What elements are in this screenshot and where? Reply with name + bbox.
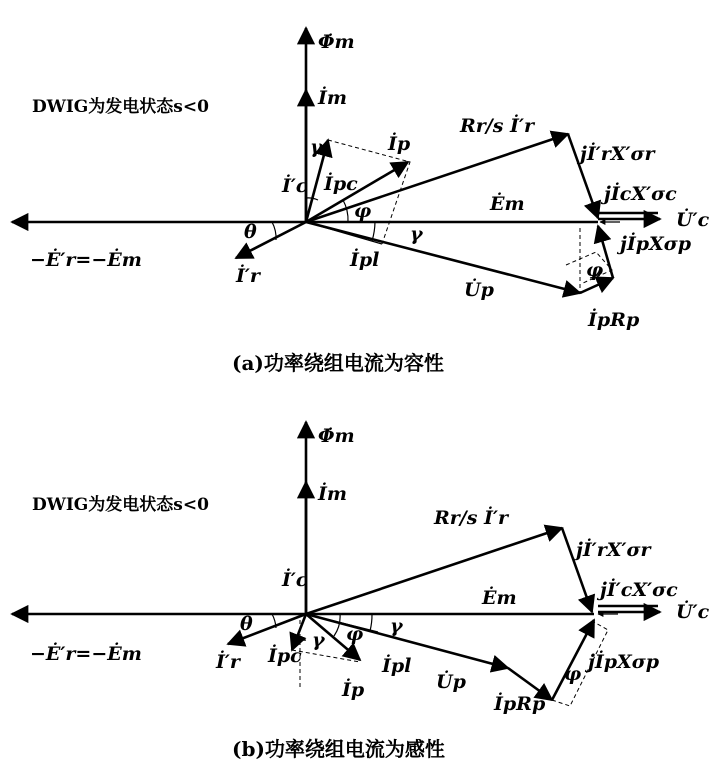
caption-b: (b)功率绕组电流为感性 bbox=[232, 737, 445, 761]
rs-ir-arrow-b bbox=[306, 528, 562, 614]
ipc-label-b: İpc bbox=[268, 645, 302, 667]
phi-arc-b bbox=[334, 614, 340, 636]
theta-label: θ bbox=[244, 221, 257, 243]
gamma-low-label-b: γ bbox=[312, 629, 325, 651]
gamma-top-label: γ bbox=[310, 136, 323, 158]
ipl-label-b: İpl bbox=[382, 655, 412, 677]
iprp-label-b: İpRp bbox=[494, 693, 546, 715]
ic-label-b: İ′c bbox=[282, 569, 308, 591]
phi-small-label-b: φ bbox=[564, 663, 582, 685]
ipc-label: İpc bbox=[324, 173, 358, 195]
state-label-b: DWIG为发电状态s<0 bbox=[32, 495, 209, 515]
im-label: İm bbox=[318, 87, 347, 109]
panel-b bbox=[12, 422, 710, 761]
phi-label: φ bbox=[354, 200, 372, 222]
up-label: U̇p bbox=[464, 279, 494, 301]
ip-label: İp bbox=[388, 133, 411, 155]
x-sp-label: jİpXσp bbox=[620, 233, 692, 255]
phi-arc bbox=[343, 200, 348, 222]
up-label-b: U̇p bbox=[436, 671, 466, 693]
x-sc-label-b: jİ′cX′σc bbox=[600, 579, 678, 601]
ip-label-b: İp bbox=[342, 679, 365, 701]
x-sr-label-b: jİ′rX′σr bbox=[576, 539, 651, 561]
em-label: Ėm bbox=[490, 193, 525, 215]
ir-label: İ′r bbox=[236, 265, 260, 287]
gamma-label: γ bbox=[410, 223, 423, 245]
er-label: −Ė′r=−Ėm bbox=[30, 249, 142, 271]
im-label-b: İm bbox=[318, 483, 347, 505]
x-sc-label: jİcX′σc bbox=[604, 183, 677, 205]
gamma-arc-low-b bbox=[296, 639, 306, 640]
theta-label-b: θ bbox=[240, 613, 253, 635]
panel-a bbox=[12, 28, 710, 375]
x-sr-label: jİ′rX′σr bbox=[580, 143, 655, 165]
ir-label-b: İ′r bbox=[216, 651, 240, 673]
ipl-label: İpl bbox=[350, 249, 380, 271]
iprp-label: İpRp bbox=[588, 309, 640, 331]
rs-ir-label: Rr/s İ′r bbox=[460, 115, 534, 137]
x-sp-label-b: jİpXσp bbox=[588, 651, 660, 673]
phi-m-label-b: Φ̇m bbox=[318, 425, 355, 447]
uc-label-b: U̇′c bbox=[676, 601, 710, 623]
em-label-b: Ėm bbox=[482, 587, 517, 609]
gamma-arc-b bbox=[370, 614, 372, 631]
rs-ir-label-b: Rr/s İ′r bbox=[434, 507, 508, 529]
phi-small-label: φ bbox=[586, 259, 604, 281]
up-arrow bbox=[306, 222, 580, 293]
phi-label-b: φ bbox=[346, 623, 364, 645]
state-label: DWIG为发电状态s<0 bbox=[32, 97, 209, 117]
uc-label: U̇′c bbox=[676, 209, 710, 231]
er-label-b: −Ė′r=−Ėm bbox=[30, 643, 142, 665]
gamma-label-b: γ bbox=[390, 615, 403, 637]
caption-a: (a)功率绕组电流为容性 bbox=[232, 351, 444, 375]
ic-label: İ′c bbox=[282, 175, 308, 197]
phi-m-label: Φ̇m bbox=[318, 31, 355, 53]
